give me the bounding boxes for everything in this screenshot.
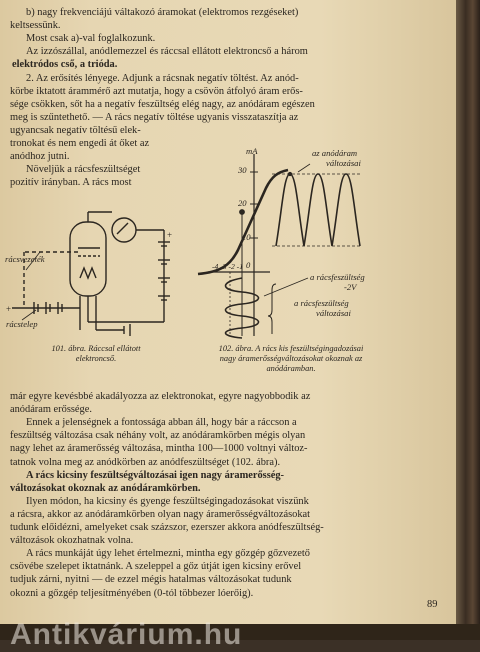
text-line: elektródos cső, a trióda. <box>12 59 118 71</box>
text-line: Ilyen módon, ha kicsiny és gyenge feszültségingadozásokat viszünk <box>26 495 309 507</box>
figure-101-circuit <box>4 208 190 336</box>
text-line: csövébe szelepet iktatnánk. A szeleppel a gőz útját igen kicsiny erővel <box>10 561 302 573</box>
figure-102-caption <box>178 344 404 374</box>
text-line: változások okozhatnak volna. <box>10 535 134 547</box>
text-line: Ennek a jelenségnek a fontossága abban áll, hogy bár a ráccson a <box>26 417 297 429</box>
text-line: a rácsra, akkor az anódáramkörben olyan nagy áramerősségváltozásokat <box>10 508 311 520</box>
text-line: Az izzószállal, anódlemezzel és ráccsal ellátott elektroncső a három <box>26 46 308 58</box>
text-line: A rács munkáját úgy lehet értelmezni, mintha egy gőzgép gőzvezető <box>26 548 310 560</box>
label-tick-20: 20 <box>238 198 247 208</box>
page-number: 89 <box>427 599 438 610</box>
caption-line: 101. ábra. Ráccsal ellátott <box>51 344 141 353</box>
text-line: feszültség változása csak néhány volt, az anódáramkörben mégis olyan <box>10 430 306 442</box>
label-line: az anódáram <box>312 148 358 158</box>
label-line: változásai <box>326 158 361 168</box>
text-line: nagy lehet az áramerősség változása, mintha 100—1000 voltnyi változ- <box>10 443 308 455</box>
text-line: A rács kicsiny feszültségváltozásai igen nagy áramerősség- <box>26 469 284 481</box>
text-line: tronokat és nem engedi át őket az <box>10 138 150 149</box>
text-line: már egyre kevésbbé akadályozza az elektronokat, egyre nagyobbodik az <box>10 391 311 402</box>
label-grid-lead: rácsvezeték <box>5 254 45 264</box>
text-line: körbe iktatott árammérő azt mutatja, hogy a csövön átfolyó áram erős- <box>10 85 303 97</box>
text-line: Most csak a)-val foglalkozunk. <box>26 33 156 45</box>
text-line: pozitív irányban. A rács most <box>10 177 132 189</box>
text-line: anódáram erőssége. <box>10 404 92 416</box>
figure-102-graph <box>190 150 394 340</box>
label-neg-ticks: -4 -3 -2 -1 <box>212 262 243 271</box>
text-line: ugyancsak negatív töltésű elek- <box>10 124 141 136</box>
text-line: tudunk előidézni, amelyeket csak százszor, ezerszer akkora anódfeszültség- <box>10 522 324 533</box>
text-line: okozni a gőzgép teljesítményében (0-tól többezer lóerőig). <box>10 587 254 599</box>
text-line: Növeljük a rácsfeszültséget <box>26 164 141 176</box>
watermark: Antikvárium.hu <box>10 618 243 651</box>
label-line: a rácsfeszültség <box>294 298 349 308</box>
figure-101-caption <box>16 344 176 364</box>
text-line: tudjuk zárni, nyitni — de ezzel mégis hatalmas változásokat tudunk <box>10 574 292 586</box>
label-unit: mA <box>246 146 258 156</box>
text-line: tatnok volna meg az anódkörben az anódfeszültséget (102. ábra). <box>10 456 281 468</box>
text-line: 2. Az erősítés lényege. Adjunk a rácsnak negatív töltést. Az anód- <box>26 72 299 84</box>
text-line: keltsessünk. <box>10 20 61 32</box>
label-tick-10: 10 <box>242 232 251 242</box>
label-origin: 0 <box>246 260 251 270</box>
label-grid-changes <box>294 298 351 318</box>
label-line: a rácsfeszültség <box>310 272 365 282</box>
caption-line: elektroncső. <box>75 354 117 363</box>
label-grid-voltage <box>310 272 365 292</box>
label-tick-30: 30 <box>238 165 247 175</box>
text-line: sége csökken, sőt ha a negatív feszültség elég nagy, az anódáram egészen <box>10 98 315 110</box>
label-grid-battery: rácstelep <box>6 319 38 329</box>
caption-line: 102. ábra. A rács kis feszültségingadozásai <box>218 344 364 353</box>
caption-line: nagy áramerősségváltozásokat okoznak az <box>219 354 363 363</box>
book-spine <box>456 0 480 640</box>
label-line: -2V <box>344 282 357 292</box>
label-anode-changes <box>312 148 361 168</box>
label-line: változásai <box>316 308 351 318</box>
svg-text:+: + <box>6 304 12 314</box>
text-line: anódhoz jutni. <box>10 151 70 163</box>
text-line: b) nagy frekvenciájú váltakozó áramokat (elektromos rezgéseket) <box>26 7 299 18</box>
text-line: változásokat okoznak az anódáramkörben. <box>10 482 201 494</box>
caption-line: anódáramban. <box>266 364 316 373</box>
text-line: meg is szűntethető. — A rács negatív töltése ugyanis visszataszítja az <box>10 111 299 123</box>
svg-text:+: + <box>167 230 173 240</box>
